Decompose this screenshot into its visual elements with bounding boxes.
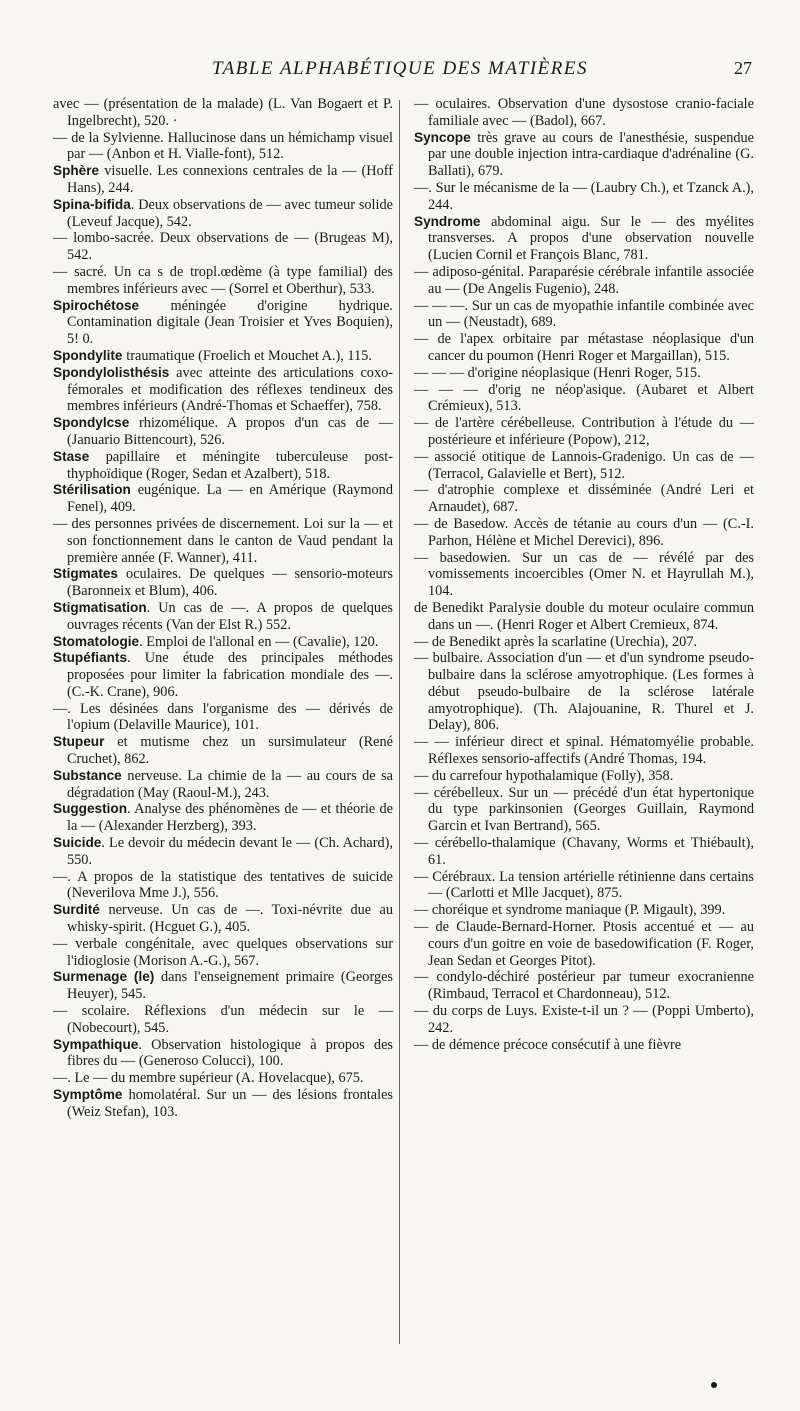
index-entry: — cérébello-thalamique (Chavany, Worms et Thiébault), 61.: [414, 835, 754, 868]
index-entry: — scolaire. Réflexions d'un médecin sur le — (Nobecourt), 545.: [53, 1003, 393, 1036]
index-entry: — associé otitique de Lannois-Gradenigo. Un cas de — (Terracol, Galavielle et Bert), 512.: [414, 448, 754, 482]
left-column: [53, 96, 393, 1121]
index-entry: Substance nerveuse. La chimie de la — au cours de sa dégradation (May (Raoul-M.), 243.: [53, 767, 393, 801]
index-entry: — — — d'orig ne néop'asique. (Aubaret et Albert Crémieux), 513.: [414, 381, 754, 415]
index-entry: Symptôme homolatéral. Sur un — des lésions frontales (Weiz Stefan), 103.: [53, 1087, 393, 1120]
index-entry: — de Claude-Bernard-Horner. Ptosis accentué et — au cours d'un goitre en voie de basedowification (F. Roger, Jean Sedan et Georges Pitot).: [414, 919, 754, 969]
index-entry: Stérilisation eugénique. La — en Amérique (Raymond Fenel), 409.: [53, 482, 393, 516]
index-entry: — des personnes privées de discernement. Loi sur la — et son fonctionnement dans le canton de Vaud pendant la première année (F. Wanner), 411.: [53, 515, 393, 566]
index-entry: — cérébelleux. Sur un — précédé d'un état hypertonique du type parkinsonien (Georges Guillain, Raymond Garcin et Ivan Bertrand), 565.: [414, 784, 754, 835]
index-entry: Surmenage (le) dans l'enseignement primaire (Georges Heuyer), 545.: [53, 969, 394, 1003]
index-entry: Syndrome abdominal aigu. Sur le — des myélites transverses. A propos d'une observation nouvelle (Lucien Cornil et François Blanc, 781.: [414, 213, 754, 264]
index-entry: Spondylolisthésis avec atteinte des articulations coxo-fémorales et modification des réflexes tendineux des membres inférieurs (André-Thomas et Schaeffer), 758.: [53, 364, 393, 415]
index-entry: — basedowien. Sur un cas de — révélé par des vomissements incoercibles (Omer N. et Hayrullah M.), 104.: [414, 549, 754, 600]
index-entry: — — inférieur direct et spinal. Hématomyélie probable. Réflexes sensorio-affectifs (André Thomas, 194.: [414, 734, 754, 768]
page-number: 27: [734, 58, 752, 78]
index-entry: Stupeur et mutisme chez un sursimulateur (René Cruchet), 862.: [53, 734, 393, 768]
ornament-dot: [711, 1382, 717, 1388]
index-entry: — oculaires. Observation d'une dysostose cranio-faciale familiale avec — (Badol), 667.: [414, 96, 754, 129]
index-entry: — bulbaire. Association d'un — et d'un syndrome pseudo-bulbaire dans la sclérose amyotrophique. (Les formes à début pseudo-bulbaire de la sclérose latérale amyotrophique). (Th. Alajouanine, R. Thurel et J. Delay), 806.: [414, 650, 754, 734]
index-entry: Surdité nerveuse. Un cas de —. Toxi-névrite due au whisky-spirit. (Hcguet G.), 405.: [53, 902, 393, 936]
index-entry: de Benedikt Paralysie double du moteur oculaire commun dans un —. (Henri Roger et Albert Cremieux, 874.: [414, 599, 754, 633]
index-entry: Suggestion. Analyse des phénomènes de — et théorie de la — (Alexander Herzberg), 393.: [53, 801, 393, 835]
index-entry: — de Basedow. Accès de tétanie au cours d'un — (C.-I. Parhon, Hélène et Michel Derevici), 896.: [414, 515, 754, 549]
index-entry: —. Le — du membre supérieur (A. Hovelacque), 675.: [53, 1070, 364, 1087]
index-entry: Suicide. Le devoir du médecin devant le — (Ch. Achard), 550.: [53, 835, 393, 868]
index-entry: — de l'artère cérébelleuse. Contribution à l'étude du — postérieure et inférieure (Popow), 212,: [414, 415, 754, 448]
index-entry: Spina-bifida. Deux observations de — avec tumeur solide (Leveuf Jacque), 542.: [53, 196, 393, 230]
index-entry: Spondylcse rhizomélique. A propos d'un cas de — (Januario Bittencourt), 526.: [53, 415, 393, 448]
index-entry: — adiposo-génital. Paraparésie cérébrale infantile associée au — (De Angelis Fugenio), 248.: [414, 263, 754, 297]
index-entry: — — — d'origine néoplasique (Henri Roger, 515.: [414, 364, 701, 381]
index-entry: Stomatologie. Emploi de l'allonal en — (Cavalie), 120.: [53, 633, 379, 650]
index-entry: — de la Sylvienne. Hallucinose dans un hémichamp visuel par — (Anbon et H. Vialle-font), 512.: [53, 129, 393, 163]
right-column: [414, 96, 754, 1053]
index-entry: Spirochétose méningée d'origine hydrique. Contamination digitale (Jean Troisier et Yves Boquien), 5! 0.: [53, 297, 393, 348]
index-entry: Stase papillaire et méningite tuberculeuse post-thyphoïdique (Roger, Sedan et Azalbert), 518.: [53, 448, 393, 482]
index-entry: — de Benedikt après la scarlatine (Urechia), 207.: [414, 633, 698, 650]
index-entry: avec — (présentation de la malade) (L. Van Bogaert et P. Ingelbrecht), 520. ·: [53, 96, 393, 129]
index-entry: — du carrefour hypothalamique (Folly), 358.: [414, 767, 674, 784]
index-entry: — — —. Sur un cas de myopathie infantile combinée avec un — (Neustadt), 689.: [414, 297, 754, 331]
index-entry: — de démence précoce consécutif à une fièvre: [414, 1036, 682, 1053]
index-entry: — condylo-déchiré postérieur par tumeur exocranienne (Rimbaud, Terracol et Chardonneau), 512.: [414, 969, 754, 1003]
page-header: [0, 56, 800, 90]
index-entry: Stigmates oculaires. De quelques — sensorio-moteurs (Baronneix et Blum), 406.: [53, 566, 393, 600]
index-entry: — d'atrophie complexe et disséminée (André Leri et Arnaudet), 687.: [414, 482, 754, 516]
index-entry: Sphère visuelle. Les connexions centrales de la — (Hoff Hans), 244.: [53, 163, 393, 196]
running-title: TABLE ALPHABÉTIQUE DES MATIÈRES: [212, 58, 588, 79]
index-entry: — de l'apex orbitaire par métastase néoplasique d'un cancer du poumon (Henri Roger et Margaillan), 515.: [414, 331, 754, 364]
index-entry: Sympathique. Observation histologique à propos des fibres du — (Generoso Colucci), 100.: [53, 1036, 393, 1070]
index-entry: Stigmatisation. Un cas de —. A propos de quelques ouvrages récents (Van der Elst R.) 552.: [53, 599, 393, 633]
index-entry: — Cérébraux. La tension artérielle rétinienne dans certains — (Carlotti et Mlle Jacquet), 875.: [414, 868, 754, 902]
index-entry: — verbale congénitale, avec quelques observations sur l'idioglosie (Morison A.-G.), 567.: [53, 935, 393, 969]
column-divider: [399, 100, 400, 1344]
index-entry: Stupéfiants. Une étude des principales méthodes proposées pour limiter la fabrication mondiale des —. (C.-K. Crane), 906.: [53, 650, 393, 700]
index-entry: Syncope très grave au cours de l'anesthésie, suspendue par une double injection intra-cardiaque d'adrénaline (G. Ballati), 679.: [414, 129, 754, 180]
index-entry: — lombo-sacrée. Deux observations de — (Brugeas M), 542.: [53, 230, 393, 264]
index-entry: — sacré. Un ca s de tropl.œdème (à type familial) des membres inférieurs avec — (Sorrel et Oberthur), 533.: [53, 263, 393, 297]
index-entry: —. Sur le mécanisme de la — (Laubry Ch.), et Tzanck A.), 244.: [414, 179, 754, 213]
index-entry: Spondylite traumatique (Froelich et Mouchet A.), 115.: [53, 347, 372, 364]
index-entry: — choréique et syndrome maniaque (P. Migault), 399.: [414, 902, 726, 919]
index-entry: —. A propos de la statistique des tentatives de suicide (Neverilova Mme J.), 556.: [53, 868, 393, 902]
index-entry: —. Les désinées dans l'organisme des — dérivés de l'opium (Delaville Maurice), 101.: [53, 700, 393, 734]
index-entry: — du corps de Luys. Existe-t-il un ? — (Poppi Umberto), 242.: [414, 1003, 754, 1036]
